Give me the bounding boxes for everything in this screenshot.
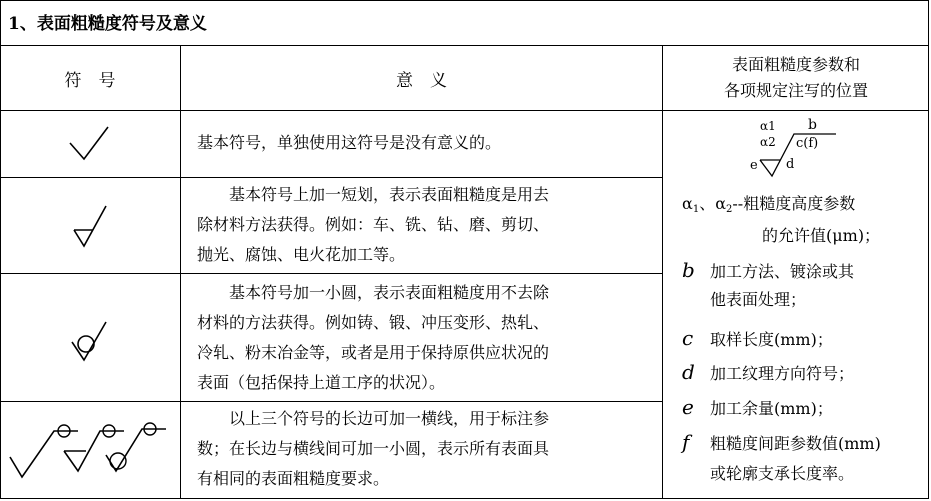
- row3-meaning-line1: 基本符号加一小圆，表示表面粗糙度用不去除: [229, 283, 550, 302]
- row4-meaning-line3: 有相同的表面粗糙度要求。: [197, 469, 390, 488]
- diagram-b: b: [808, 117, 817, 133]
- row2-meaning-line3: 抛光、腐蚀、电火花加工等。: [197, 245, 406, 264]
- row2-meaning-line1: 基本符号上加一短划，表示表面粗糙度是用去: [229, 185, 550, 204]
- row3-meaning-line3: 冷轧、粉末冶金等，或者是用于保持原供应状况的: [197, 343, 550, 362]
- row4-meaning-line2: 数；在长边与横线间可加一小圆，表示所有表面具: [197, 439, 550, 458]
- param-b: b 加工方法、镀涂或其: [682, 258, 855, 282]
- header-params-line1: 表面粗糙度参数和: [731, 55, 860, 74]
- diagram-cf: c(f): [796, 136, 819, 151]
- param-f-2: 或轮廓支承长度率。: [710, 464, 855, 483]
- param-alpha-2: 的允许值(μm)；: [762, 226, 881, 245]
- row3-meaning-line2: 材料的方法获得。例如铸、锻、冲压变形、热轧、: [197, 313, 550, 332]
- row4-meaning: [181, 402, 662, 499]
- diagram-d: d: [786, 157, 795, 172]
- param-c: c 取样长度(mm)；: [682, 326, 833, 350]
- param-d: d 加工纹理方向符号；: [682, 360, 855, 384]
- row2-meaning: [181, 178, 662, 273]
- basic-check-icon: [0, 111, 180, 177]
- row3-meaning: [181, 274, 662, 401]
- param-f: f 粗糙度间距参数值(mm): [682, 430, 881, 454]
- diagram-a2: α2: [760, 135, 776, 149]
- check-with-circle-icon: [0, 274, 180, 401]
- row3-meaning-line4: 表面（包括保持上道工序的状况）。: [197, 373, 446, 392]
- diagram-a1: α1: [760, 119, 776, 133]
- row1-meaning: [181, 111, 662, 177]
- header-params-line2: 各项规定注写的位置: [723, 81, 868, 100]
- check-with-bar-icon: [0, 178, 180, 273]
- param-alpha: $\alpha_1$、$\alpha_2--$粗糙度高度参数: [682, 194, 856, 215]
- param-b-2: 他表面处理；: [710, 290, 807, 309]
- row2-meaning-line2: 除材料方法获得。例如：车、铣、钻、磨、剪切、: [197, 215, 550, 234]
- param-e: e 加工余量(mm)；: [682, 395, 833, 419]
- col2-divider: [662, 45, 663, 499]
- row4-meaning-line1: 以上三个符号的长边可加一横线，用于标注参: [229, 409, 550, 428]
- long-side-line-icon: [0, 402, 180, 499]
- row1-meaning-line1: 基本符号，单独使用这符号是没有意义的。: [197, 133, 502, 152]
- header-params: [663, 46, 929, 110]
- header-meaning: 意 义: [396, 70, 447, 91]
- section-title: 1、表面粗糙度符号及意义: [8, 14, 207, 34]
- param-position-diagram: [746, 116, 856, 182]
- header-symbol: 符 号: [64, 70, 116, 91]
- diagram-e: e: [750, 158, 758, 173]
